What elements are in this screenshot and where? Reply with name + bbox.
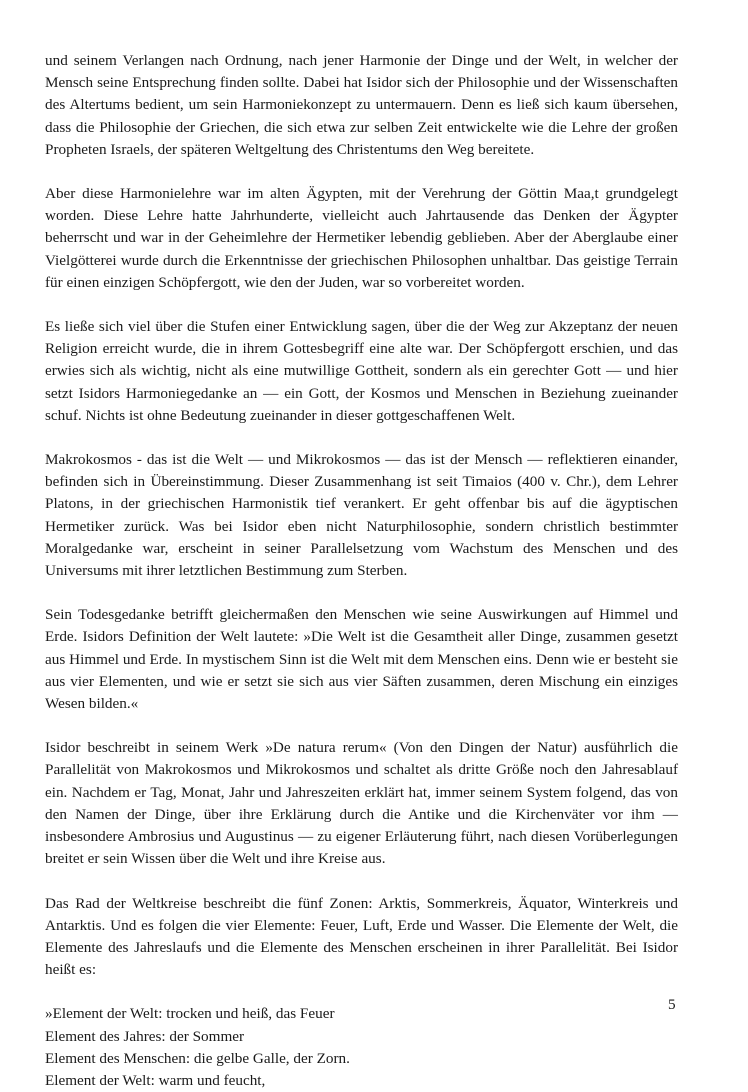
paragraph-de-natura-rerum: Isidor beschreibt in seinem Werk »De natura rerum« (Von den Dingen der Natur) ausführlich die Parallelität von Makrokosmos und Mikrokosmos und schaltet als dritte Größe noch den Jahresablauf ein. Nachdem er Tag, Monat, Jahr und Jahreszeiten erklärt hat, immer seinem System folgend, das von den Namen der Dinge, über ihre Erklärung durch die Antike und die Kirchenväter vor ihm — insbesondere Ambrosius und Augustinus — zu eigener Erläuterung führt, nach diesen Vorüberlegungen breitet er sein Wissen über die Welt und ihre Kreise aus. — [45, 739, 678, 868]
quote-line: Element der Welt: warm und feucht, — [45, 1071, 266, 1089]
paragraph-harmony-order: und seinem Verlangen nach Ordnung, nach jener Harmonie der Dinge und der Welt, in welcher der Mensch seine Entsprechung finden sollte. Dabei hat Isidor sich der Philosophie und der Wissenschaften des Altertums bedient, um sein Harmoniekonzept zu untermauern. Denn es ließ sich kaum übersehen, dass die Philosophie der Griechen, die sich etwa zur selben Zeit entwickelte wie die Lehre der großen Propheten Israels, der späteren Weltgeltung des Christentums den Weg bereitete. — [45, 52, 678, 158]
paragraph-egypt-harmony: Aber diese Harmonielehre war im alten Ägypten, mit der Verehrung der Göttin Maa,t grundgelegt worden. Diese Lehre hatte Jahrhunderte, vielleicht auch Jahrtausende das Denken der Ägypter beherrscht und war in der Geheimlehre der Hermetiker lebendig geblieben. Aber der Aberglaube einer Vielgötterei wurde durch die Erkenntnisse der griechischen Philosophen unhaltbar. Das geistige Terrain für einen einzigen Schöpfergott, wie den der Juden, war so vorbereitet worden. — [45, 185, 678, 291]
page-number: 5 — [668, 996, 676, 1013]
document-page — [45, 50, 678, 1092]
quote-line: Element des Menschen: die gelbe Galle, der Zorn. — [45, 1049, 350, 1067]
elements-quote — [45, 1003, 678, 1092]
quote-line: Element des Jahres: der Sommer — [45, 1027, 245, 1045]
paragraph-macrocosm-microcosm: Makrokosmos - das ist die Welt — und Mikrokosmos — das ist der Mensch — reflektieren einander, befinden sich in Übereinstimmung. Dieser Zusammenhang ist seit Timaios (400 v. Chr.), dem Lehrer Platons, in der griechischen Harmonistik tief verankert. Er geht offenbar bis auf die ägyptischen Hermetiker zurück. Was bei Isidor eben nicht Naturphilosophie, sondern christlich bestimmter Moralgedanke war, erscheint in seiner Parallelsetzung vom Wachstum des Menschen und des Universums mit ihrer letztlichen Bestimmung zum Sterben. — [45, 451, 678, 580]
paragraph-creator-god: Es ließe sich viel über die Stufen einer Entwicklung sagen, über die der Weg zur Akzeptanz der neuen Religion erreicht wurde, die in ihrem Gottesbegriff eine alte war. Der Schöpfergott erschien, und das erwies sich als wichtig, nicht als eine mutwillige Gottheit, sondern als ein gerechter Gott — und hier setzt Isidors Harmoniegedanke an — ein Gott, der Kosmos und Menschen in Beziehung zueinander schuf. Nichts ist ohne Bedeutung zueinander in dieser gottgeschaffenen Welt. — [45, 318, 678, 424]
paragraph-death-thought: Sein Todesgedanke betrifft gleichermaßen den Menschen wie seine Auswirkungen auf Himmel und Erde. Isidors Definition der Welt lautete: »Die Welt ist die Gesamtheit aller Dinge, zusammen gesetzt aus Himmel und Erde. In mystischem Sinn ist die Welt mit dem Menschen eins. Denn wie er besteht sie aus vier Elementen, und wie er setzt sie sich aus vier Säften zusammen, deren Mischung ein einziges Wesen bilden.« — [45, 606, 678, 713]
paragraph-wheel-of-world: Das Rad der Weltkreise beschreibt die fünf Zonen: Arktis, Sommerkreis, Äquator, Winterkreis und Antarktis. Und es folgen die vier Elemente: Feuer, Luft, Erde und Wasser. Die Elemente der Welt, die Elemente des Jahreslaufs und die Elemente des Menschen erscheinen in ihrer Parallelität. Bei Isidor heißt es: — [45, 894, 678, 979]
quote-line: »Element der Welt: trocken und heiß, das Feuer — [45, 1005, 335, 1023]
